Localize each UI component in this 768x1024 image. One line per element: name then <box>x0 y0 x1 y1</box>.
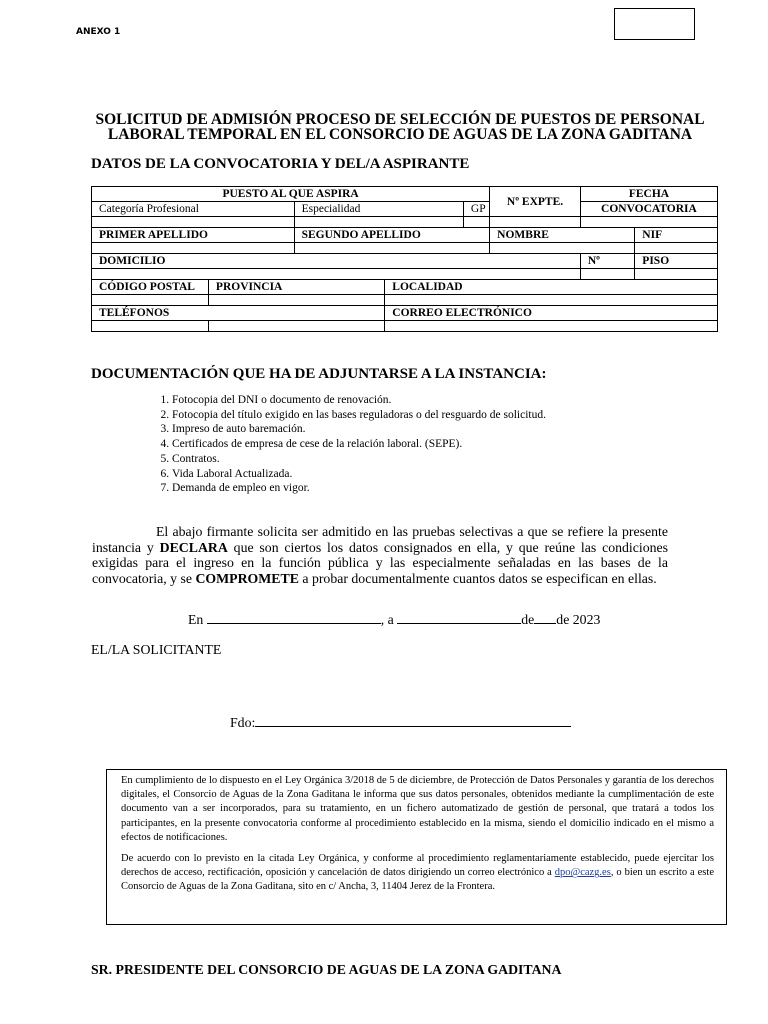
declaration-text: El abajo firmante solicita ser admitido en las pruebas selectivas a que se refiere la presente instancia y <box>92 524 668 555</box>
provincia-field[interactable] <box>208 295 384 306</box>
year-label: de 2023 <box>556 612 601 627</box>
month-field[interactable] <box>534 612 556 624</box>
especialidad-label: Especialidad <box>294 202 463 217</box>
primer-apellido-label: PRIMER APELLIDO <box>92 228 295 243</box>
list-item: 2. Fotocopia del título exigido en las bases reguladoras o del resguardo de solicitud. <box>172 408 546 423</box>
privacy-paragraph: En cumplimiento de lo dispuesto en el Ley Orgánica 3/2018 de 5 de diciembre, de Protección de Datos Personales y garantía de los derechos digitales, el Consorcio de Aguas de la Zona Gaditana le informa que sus datos personales, obtenidos mediante la cumplimentación de este documento van a ser incorporados, para su tratamiento, en un fichero automatizado de gestión de personal, que tratará a todos los participantes, en la presente convocatoria conforme al procedimiento establecido en la misma, siendo el domicilio indicado en el mismo a efectos de notificaciones. <box>121 775 714 843</box>
section-heading-documents: DOCUMENTACIÓN QUE HA DE ADJUNTARSE A LA INSTANCIA: <box>91 366 547 382</box>
expte-field[interactable] <box>490 217 581 228</box>
de-label: de <box>521 612 535 627</box>
categoria-label: Categoría Profesional <box>92 202 295 217</box>
compromete-emphasis: COMPROMETE <box>195 570 299 586</box>
fecha-convocatoria-field[interactable] <box>580 217 717 228</box>
domicilio-label: DOMICILIO <box>92 254 581 269</box>
piso-label: PISO <box>635 254 718 269</box>
list-item: 1. Fotocopia del DNI o documento de renovación. <box>172 393 546 408</box>
domicilio-field[interactable] <box>92 269 581 280</box>
telefono1-field[interactable] <box>92 321 209 332</box>
applicant-data-table <box>91 186 718 332</box>
a-label: , a <box>380 612 394 627</box>
applicant-signature-label: EL/LA SOLICITANTE <box>91 642 222 657</box>
registry-stamp-box <box>614 8 695 40</box>
dpo-email-link[interactable]: dpo@cazg.es <box>554 867 611 879</box>
declaration-paragraph <box>92 524 668 586</box>
especialidad-field[interactable] <box>294 217 463 228</box>
data-protection-notice <box>106 769 727 925</box>
rights-text-end: , o bien un escrito a este Consorcio de Aguas de la Zona Gaditana, sito en c/ Ancha, 3, 11404 Jerez de la Frontera. <box>121 867 714 893</box>
gp-field[interactable] <box>463 217 489 228</box>
nombre-field[interactable] <box>490 243 635 254</box>
expte-label: Nº EXPTE. <box>490 187 581 217</box>
numero-field[interactable] <box>580 269 634 280</box>
telefono2-field[interactable] <box>208 321 384 332</box>
primer-apellido-field[interactable] <box>92 243 295 254</box>
piso-field[interactable] <box>635 269 718 280</box>
addressee: SR. PRESIDENTE DEL CONSORCIO DE AGUAS DE LA ZONA GADITANA <box>91 962 562 977</box>
place-date-line <box>188 612 600 628</box>
declaration-text: que son ciertos los datos consignados en ella, y que reúne las condiciones exigidas para el ingreso en la función pública y las especialmente señaladas en las bases de la convocatoria, y se <box>92 539 668 586</box>
nombre-label: NOMBRE <box>490 228 635 243</box>
signature-line <box>230 715 571 731</box>
rights-text: De acuerdo con lo previsto en la citada Ley Orgánica, y conforme al procedimiento reglamentariamente establecido, puede ejercitar los derechos de acceso, rectificación, oposición y cancelación de datos dirigiendo un correo electrónico a <box>121 853 714 879</box>
day-field[interactable] <box>397 612 521 624</box>
declaration-text: a probar documentalmente cuantos datos se especifican en ellas. <box>298 570 657 586</box>
codigo-postal-label: CÓDIGO POSTAL <box>92 280 209 295</box>
localidad-field[interactable] <box>385 295 718 306</box>
codigo-postal-field[interactable] <box>92 295 209 306</box>
list-item: 4. Certificados de empresa de cese de la relación laboral. (SEPE). <box>172 437 546 452</box>
convocatoria-label: CONVOCATORIA <box>580 202 717 217</box>
localidad-label: LOCALIDAD <box>385 280 718 295</box>
list-item: 7. Demanda de empleo en vigor. <box>172 481 546 496</box>
categoria-field[interactable] <box>92 217 295 228</box>
list-item: 5. Contratos. <box>172 452 546 467</box>
nif-label: NIF <box>635 228 718 243</box>
correo-field[interactable] <box>385 321 718 332</box>
correo-label: CORREO ELECTRÓNICO <box>385 306 718 321</box>
list-item: 3. Impreso de auto baremación. <box>172 422 546 437</box>
numero-label: Nº <box>580 254 634 269</box>
rights-paragraph <box>121 852 714 895</box>
annex-label: ANEXO 1 <box>76 27 121 37</box>
documents-list <box>150 393 546 496</box>
gp-label: GP <box>463 202 489 217</box>
provincia-label: PROVINCIA <box>208 280 384 295</box>
nif-field[interactable] <box>635 243 718 254</box>
segundo-apellido-label: SEGUNDO APELLIDO <box>294 228 490 243</box>
place-field[interactable] <box>207 612 381 624</box>
signature-field[interactable] <box>255 715 571 727</box>
form-title-line2: LABORAL TEMPORAL EN EL CONSORCIO DE AGUAS DE LA ZONA GADITANA <box>107 126 693 143</box>
section-heading-applicant: DATOS DE LA CONVOCATORIA Y DEL/A ASPIRANTE <box>91 156 470 172</box>
fdo-label: Fdo: <box>230 715 256 730</box>
segundo-apellido-field[interactable] <box>294 243 490 254</box>
telefonos-label: TELÉFONOS <box>92 306 385 321</box>
en-label: En <box>188 612 204 627</box>
list-item: 6. Vida Laboral Actualizada. <box>172 467 546 482</box>
job-applied-header: PUESTO AL QUE ASPIRA <box>92 187 490 202</box>
declara-emphasis: DECLARA <box>159 539 228 555</box>
form-title-line1: SOLICITUD DE ADMISIÓN PROCESO DE SELECCIÓN DE PUESTOS DE PERSONAL <box>95 111 705 128</box>
fecha-label: FECHA <box>580 187 717 202</box>
